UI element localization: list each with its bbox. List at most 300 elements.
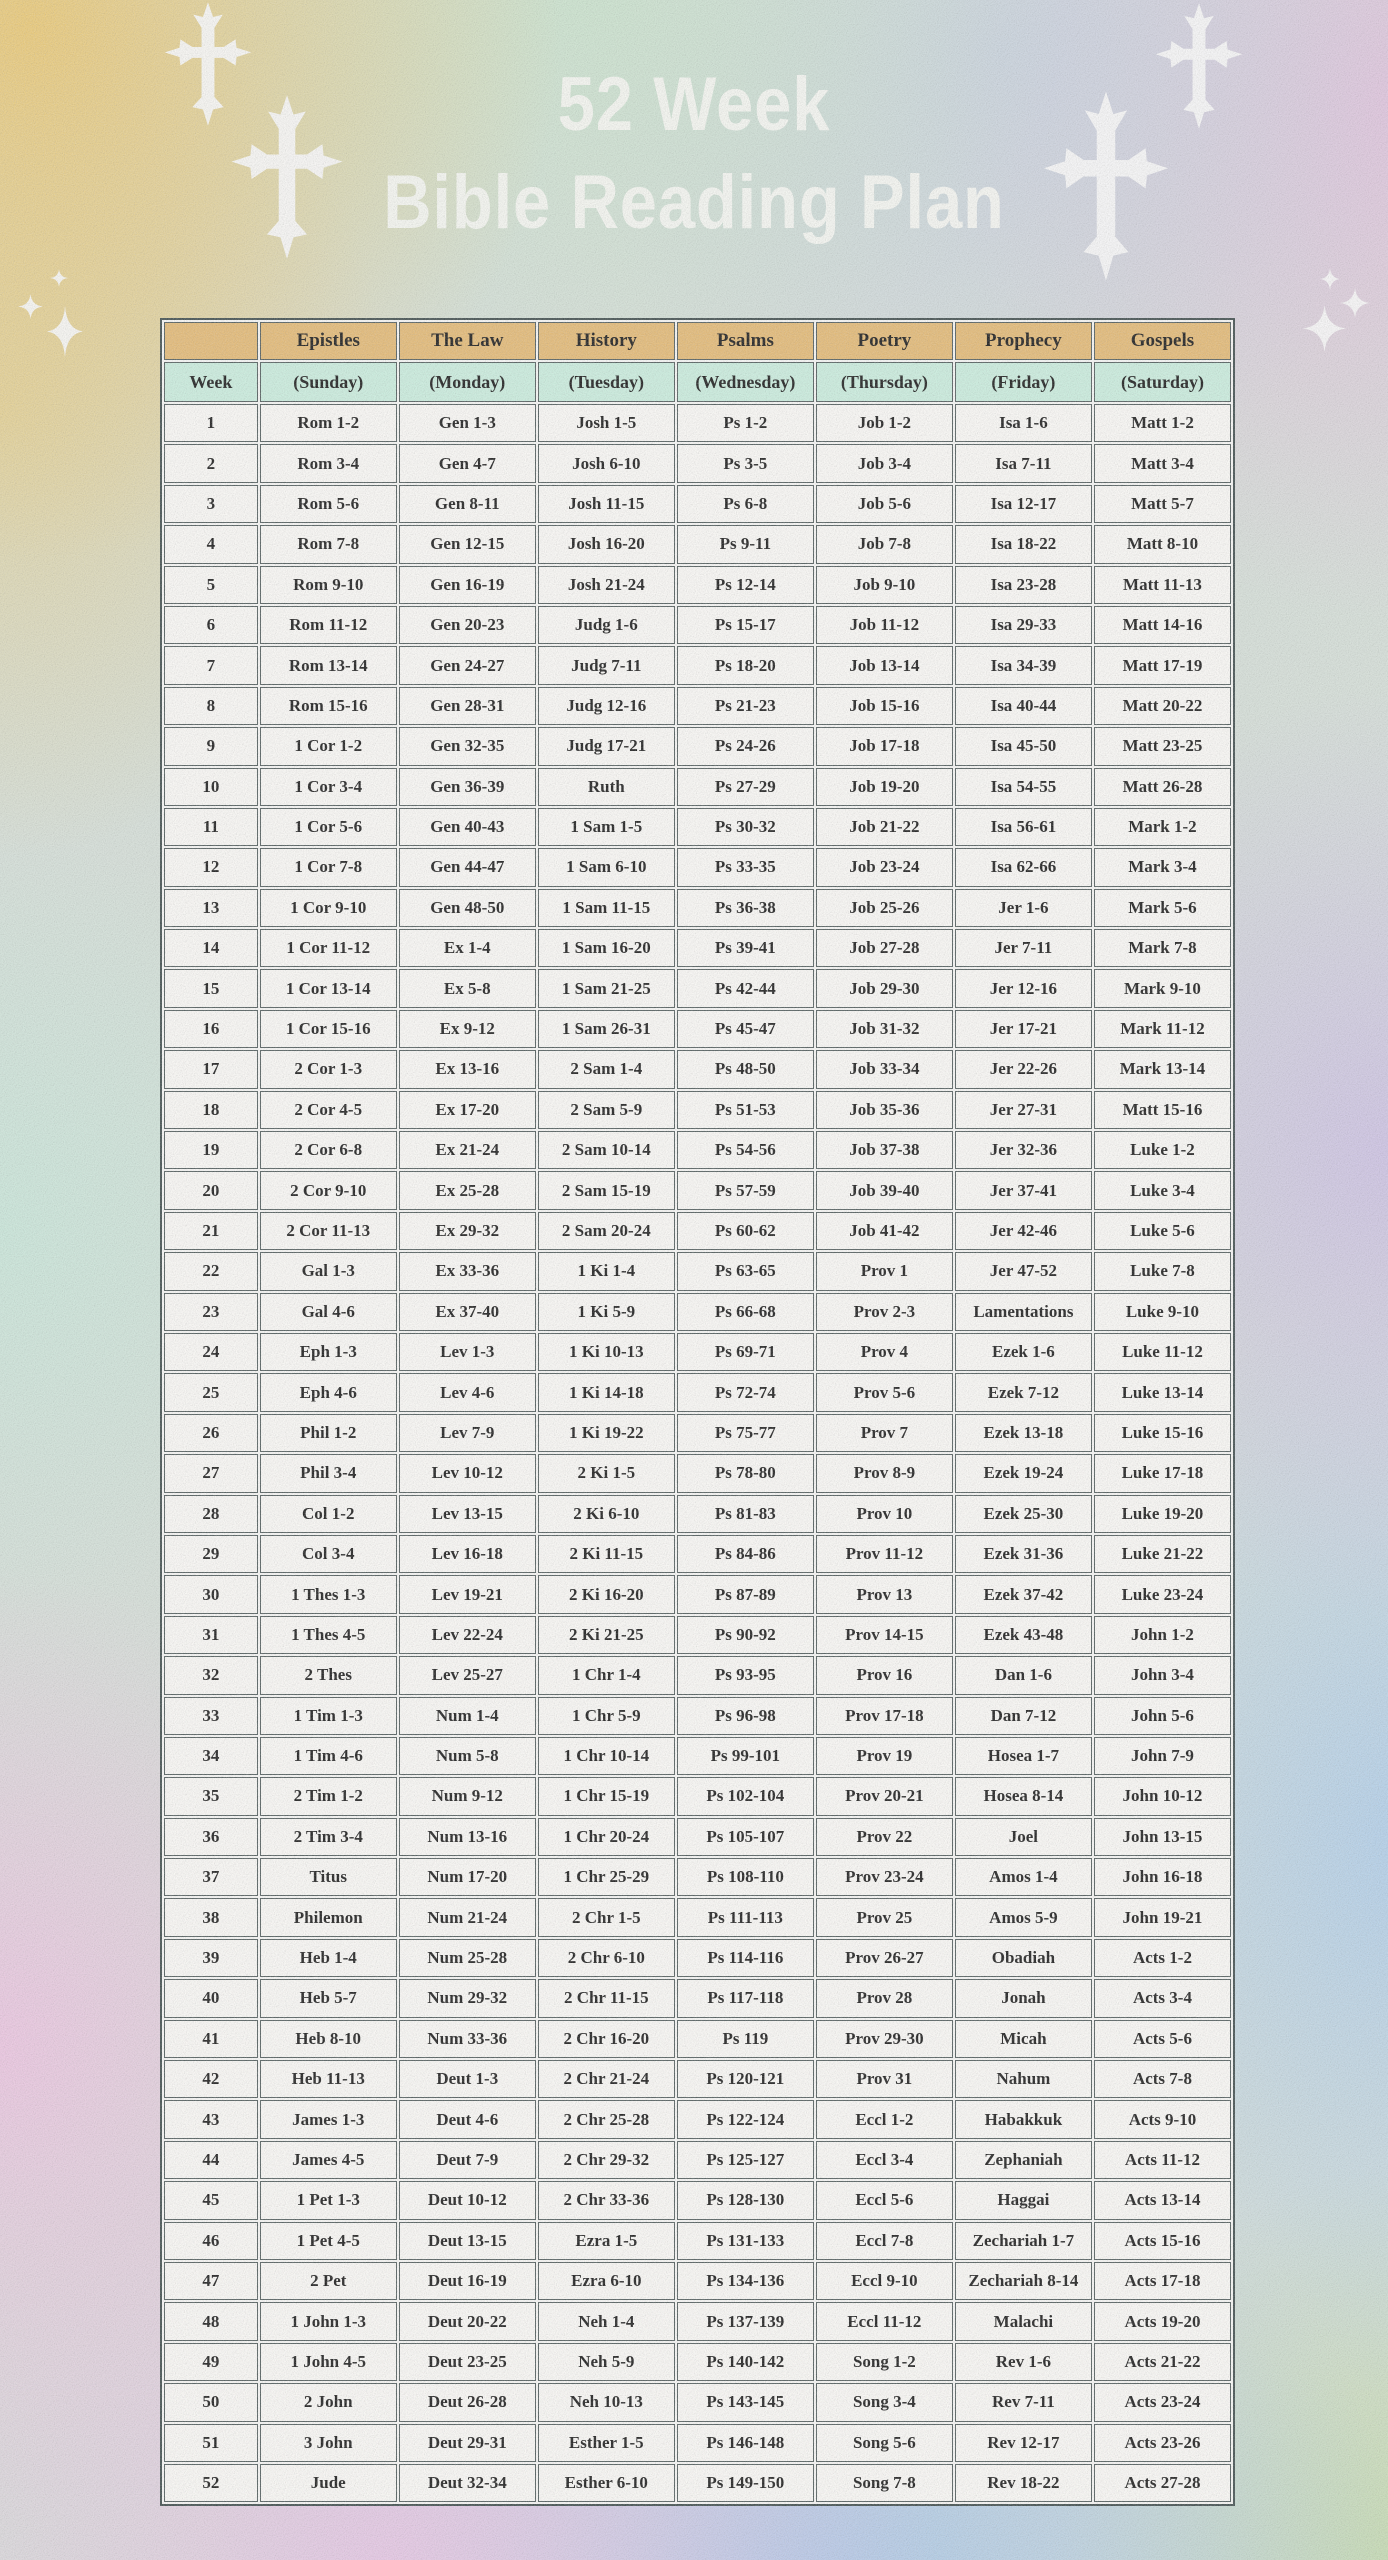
- reading-cell: Luke 21-22: [1094, 1535, 1231, 1573]
- day-header-row: [164, 362, 1231, 402]
- week-cell: 33: [164, 1697, 258, 1735]
- week-cell: 8: [164, 687, 258, 725]
- reading-cell: Ps 9-11: [677, 525, 814, 563]
- reading-cell: Luke 11-12: [1094, 1333, 1231, 1371]
- reading-cell: Ex 25-28: [399, 1171, 536, 1209]
- reading-cell: Judg 17-21: [538, 727, 675, 765]
- reading-cell: Gen 1-3: [399, 404, 536, 442]
- reading-cell: Ps 57-59: [677, 1171, 814, 1209]
- reading-cell: Rom 11-12: [260, 606, 397, 644]
- reading-cell: Ps 1-2: [677, 404, 814, 442]
- reading-cell: 1 Cor 15-16: [260, 1010, 397, 1048]
- day-header: (Friday): [955, 362, 1092, 402]
- reading-cell: Heb 11-13: [260, 2060, 397, 2098]
- category-header: Psalms: [677, 322, 814, 360]
- sparkle-icon: [1303, 305, 1346, 352]
- reading-cell: Num 5-8: [399, 1737, 536, 1775]
- table-row: [164, 1737, 1231, 1775]
- table-row: [164, 525, 1231, 563]
- reading-cell: 1 Ki 19-22: [538, 1414, 675, 1452]
- reading-cell: Matt 15-16: [1094, 1091, 1231, 1129]
- reading-cell: 2 Tim 1-2: [260, 1777, 397, 1815]
- reading-cell: Ex 37-40: [399, 1293, 536, 1331]
- day-header: (Wednesday): [677, 362, 814, 402]
- reading-cell: Ps 96-98: [677, 1697, 814, 1735]
- reading-cell: 1 Pet 4-5: [260, 2222, 397, 2260]
- reading-cell: Ps 6-8: [677, 485, 814, 523]
- reading-cell: Ezek 19-24: [955, 1454, 1092, 1492]
- week-cell: 31: [164, 1616, 258, 1654]
- week-cell: 51: [164, 2424, 258, 2462]
- reading-cell: 2 Ki 1-5: [538, 1454, 675, 1492]
- reading-cell: Matt 20-22: [1094, 687, 1231, 725]
- week-cell: 20: [164, 1171, 258, 1209]
- reading-cell: Ps 120-121: [677, 2060, 814, 2098]
- reading-cell: Matt 26-28: [1094, 768, 1231, 806]
- reading-cell: Jer 42-46: [955, 1212, 1092, 1250]
- reading-cell: Hosea 8-14: [955, 1777, 1092, 1815]
- reading-cell: Luke 9-10: [1094, 1293, 1231, 1331]
- table-row: [164, 404, 1231, 442]
- reading-cell: Ps 114-116: [677, 1939, 814, 1977]
- reading-cell: Titus: [260, 1858, 397, 1896]
- reading-cell: Prov 11-12: [816, 1535, 953, 1573]
- week-cell: 40: [164, 1979, 258, 2017]
- reading-cell: 1 Ki 14-18: [538, 1373, 675, 1411]
- week-cell: 11: [164, 808, 258, 846]
- reading-cell: John 3-4: [1094, 1656, 1231, 1694]
- reading-cell: Josh 16-20: [538, 525, 675, 563]
- reading-cell: 1 Chr 1-4: [538, 1656, 675, 1694]
- reading-cell: Ps 90-92: [677, 1616, 814, 1654]
- reading-cell: Job 25-26: [816, 889, 953, 927]
- reading-cell: Ps 75-77: [677, 1414, 814, 1452]
- reading-cell: Job 21-22: [816, 808, 953, 846]
- reading-cell: Prov 1: [816, 1252, 953, 1290]
- reading-cell: Job 1-2: [816, 404, 953, 442]
- reading-cell: Job 37-38: [816, 1131, 953, 1169]
- reading-cell: Rev 7-11: [955, 2383, 1092, 2421]
- reading-cell: Jer 22-26: [955, 1050, 1092, 1088]
- reading-cell: Isa 45-50: [955, 727, 1092, 765]
- week-cell: 44: [164, 2141, 258, 2179]
- reading-cell: Col 1-2: [260, 1495, 397, 1533]
- week-cell: 22: [164, 1252, 258, 1290]
- week-cell: 50: [164, 2383, 258, 2421]
- week-cell: 32: [164, 1656, 258, 1694]
- reading-cell: 2 Ki 6-10: [538, 1495, 675, 1533]
- reading-cell: Ezek 43-48: [955, 1616, 1092, 1654]
- reading-cell: 1 Sam 26-31: [538, 1010, 675, 1048]
- reading-cell: Heb 1-4: [260, 1939, 397, 1977]
- reading-cell: 3 John: [260, 2424, 397, 2462]
- reading-cell: Matt 14-16: [1094, 606, 1231, 644]
- reading-cell: Prov 10: [816, 1495, 953, 1533]
- table-row: [164, 2464, 1231, 2502]
- reading-cell: Ps 39-41: [677, 929, 814, 967]
- reading-cell: Job 29-30: [816, 969, 953, 1007]
- day-header: (Saturday): [1094, 362, 1231, 402]
- reading-cell: 1 Sam 21-25: [538, 969, 675, 1007]
- page-title: [83, 56, 1304, 252]
- week-cell: 9: [164, 727, 258, 765]
- table-row: [164, 2383, 1231, 2421]
- reading-cell: Job 41-42: [816, 1212, 953, 1250]
- reading-cell: Acts 23-26: [1094, 2424, 1231, 2462]
- reading-cell: Ps 51-53: [677, 1091, 814, 1129]
- reading-cell: Isa 34-39: [955, 646, 1092, 684]
- reading-cell: Gen 20-23: [399, 606, 536, 644]
- table-row: [164, 1293, 1231, 1331]
- reading-cell: Prov 16: [816, 1656, 953, 1694]
- reading-cell: 1 John 4-5: [260, 2343, 397, 2381]
- reading-cell: Prov 4: [816, 1333, 953, 1371]
- reading-cell: 1 Cor 3-4: [260, 768, 397, 806]
- table-row: [164, 1091, 1231, 1129]
- reading-cell: Deut 4-6: [399, 2100, 536, 2138]
- reading-cell: Ex 17-20: [399, 1091, 536, 1129]
- table-row: [164, 1697, 1231, 1735]
- reading-cell: 1 Chr 25-29: [538, 1858, 675, 1896]
- week-cell: 38: [164, 1898, 258, 1936]
- reading-cell: Job 3-4: [816, 444, 953, 482]
- reading-cell: Philemon: [260, 1898, 397, 1936]
- reading-cell: Neh 1-4: [538, 2302, 675, 2340]
- reading-cell: Neh 10-13: [538, 2383, 675, 2421]
- day-header: (Tuesday): [538, 362, 675, 402]
- reading-cell: Job 9-10: [816, 566, 953, 604]
- reading-cell: Job 15-16: [816, 687, 953, 725]
- reading-cell: Esther 1-5: [538, 2424, 675, 2462]
- category-header: Poetry: [816, 322, 953, 360]
- reading-cell: James 1-3: [260, 2100, 397, 2138]
- reading-cell: Zechariah 8-14: [955, 2262, 1092, 2300]
- reading-cell: Luke 1-2: [1094, 1131, 1231, 1169]
- table-row: [164, 1898, 1231, 1936]
- sparkle-icon: [47, 306, 83, 357]
- reading-cell: Ex 33-36: [399, 1252, 536, 1290]
- reading-cell: Num 9-12: [399, 1777, 536, 1815]
- reading-cell: Rom 13-14: [260, 646, 397, 684]
- reading-cell: Zechariah 1-7: [955, 2222, 1092, 2260]
- reading-cell: Job 11-12: [816, 606, 953, 644]
- week-cell: 36: [164, 1818, 258, 1856]
- reading-cell: Gal 1-3: [260, 1252, 397, 1290]
- reading-cell: Prov 22: [816, 1818, 953, 1856]
- reading-cell: Ps 134-136: [677, 2262, 814, 2300]
- week-header: Week: [164, 362, 258, 402]
- reading-cell: Deut 7-9: [399, 2141, 536, 2179]
- reading-cell: Hosea 1-7: [955, 1737, 1092, 1775]
- week-cell: 7: [164, 646, 258, 684]
- reading-cell: Ps 99-101: [677, 1737, 814, 1775]
- reading-cell: Ps 60-62: [677, 1212, 814, 1250]
- week-cell: 21: [164, 1212, 258, 1250]
- reading-cell: Phil 1-2: [260, 1414, 397, 1452]
- reading-cell: 2 Chr 1-5: [538, 1898, 675, 1936]
- week-cell: 16: [164, 1010, 258, 1048]
- table-row: [164, 2141, 1231, 2179]
- reading-cell: Gen 28-31: [399, 687, 536, 725]
- reading-cell: Nahum: [955, 2060, 1092, 2098]
- reading-cell: Ps 117-118: [677, 1979, 814, 2017]
- reading-cell: 2 Cor 1-3: [260, 1050, 397, 1088]
- table-row: [164, 727, 1231, 765]
- reading-cell: Num 33-36: [399, 2020, 536, 2058]
- reading-cell: Job 31-32: [816, 1010, 953, 1048]
- reading-cell: Luke 5-6: [1094, 1212, 1231, 1250]
- reading-cell: 1 Cor 7-8: [260, 848, 397, 886]
- reading-cell: 1 Ki 10-13: [538, 1333, 675, 1371]
- reading-cell: Jonah: [955, 1979, 1092, 2017]
- reading-cell: Josh 6-10: [538, 444, 675, 482]
- category-header: Epistles: [260, 322, 397, 360]
- reading-cell: Josh 1-5: [538, 404, 675, 442]
- table-row: [164, 1050, 1231, 1088]
- reading-cell: Lev 25-27: [399, 1656, 536, 1694]
- reading-cell: Isa 62-66: [955, 848, 1092, 886]
- table-row: [164, 1414, 1231, 1452]
- week-cell: 17: [164, 1050, 258, 1088]
- reading-cell: Ps 18-20: [677, 646, 814, 684]
- week-cell: 52: [164, 2464, 258, 2502]
- reading-cell: 1 Sam 1-5: [538, 808, 675, 846]
- reading-cell: Jude: [260, 2464, 397, 2502]
- reading-cell: Ex 5-8: [399, 969, 536, 1007]
- reading-cell: Prov 28: [816, 1979, 953, 2017]
- reading-cell: Heb 5-7: [260, 1979, 397, 2017]
- reading-cell: Prov 20-21: [816, 1777, 953, 1815]
- table-row: [164, 889, 1231, 927]
- week-cell: 28: [164, 1495, 258, 1533]
- reading-cell: Ps 87-89: [677, 1575, 814, 1613]
- table-row: [164, 566, 1231, 604]
- week-cell: 48: [164, 2302, 258, 2340]
- reading-cell: Lev 22-24: [399, 1616, 536, 1654]
- table-row: [164, 444, 1231, 482]
- reading-cell: Jer 12-16: [955, 969, 1092, 1007]
- week-cell: 37: [164, 1858, 258, 1896]
- reading-cell: Num 21-24: [399, 1898, 536, 1936]
- reading-cell: Eccl 7-8: [816, 2222, 953, 2260]
- reading-cell: 2 Sam 15-19: [538, 1171, 675, 1209]
- reading-cell: Isa 23-28: [955, 566, 1092, 604]
- reading-cell: 2 Chr 6-10: [538, 1939, 675, 1977]
- reading-cell: Ex 13-16: [399, 1050, 536, 1088]
- reading-cell: Deut 26-28: [399, 2383, 536, 2421]
- reading-cell: James 4-5: [260, 2141, 397, 2179]
- week-cell: 49: [164, 2343, 258, 2381]
- reading-cell: Acts 3-4: [1094, 1979, 1231, 2017]
- reading-cell: Ps 105-107: [677, 1818, 814, 1856]
- reading-cell: Deut 10-12: [399, 2181, 536, 2219]
- reading-cell: Ps 146-148: [677, 2424, 814, 2462]
- reading-cell: Ps 72-74: [677, 1373, 814, 1411]
- reading-cell: 1 Cor 5-6: [260, 808, 397, 846]
- reading-cell: 2 Ki 21-25: [538, 1616, 675, 1654]
- reading-cell: 1 Pet 1-3: [260, 2181, 397, 2219]
- reading-cell: Acts 11-12: [1094, 2141, 1231, 2179]
- table-row: [164, 929, 1231, 967]
- reading-cell: Prov 26-27: [816, 1939, 953, 1977]
- reading-cell: Job 35-36: [816, 1091, 953, 1129]
- week-cell: 26: [164, 1414, 258, 1452]
- reading-cell: Prov 5-6: [816, 1373, 953, 1411]
- reading-cell: Acts 9-10: [1094, 2100, 1231, 2138]
- reading-cell: Judg 12-16: [538, 687, 675, 725]
- reading-cell: 2 Cor 9-10: [260, 1171, 397, 1209]
- sparkle-icon: [50, 269, 68, 287]
- reading-cell: Esther 6-10: [538, 2464, 675, 2502]
- reading-cell: Gen 44-47: [399, 848, 536, 886]
- day-header: (Sunday): [260, 362, 397, 402]
- reading-cell: 2 Chr 29-32: [538, 2141, 675, 2179]
- reading-cell: 1 Chr 5-9: [538, 1697, 675, 1735]
- reading-cell: 1 Sam 16-20: [538, 929, 675, 967]
- reading-cell: Song 7-8: [816, 2464, 953, 2502]
- reading-cell: Job 39-40: [816, 1171, 953, 1209]
- reading-cell: Ps 63-65: [677, 1252, 814, 1290]
- table-row: [164, 2060, 1231, 2098]
- reading-cell: Ps 66-68: [677, 1293, 814, 1331]
- reading-cell: Rom 7-8: [260, 525, 397, 563]
- week-cell: 34: [164, 1737, 258, 1775]
- reading-cell: Ps 119: [677, 2020, 814, 2058]
- reading-cell: Deut 16-19: [399, 2262, 536, 2300]
- table-row: [164, 1616, 1231, 1654]
- week-cell: 46: [164, 2222, 258, 2260]
- reading-cell: 2 Chr 25-28: [538, 2100, 675, 2138]
- reading-cell: Acts 17-18: [1094, 2262, 1231, 2300]
- reading-cell: Rom 1-2: [260, 404, 397, 442]
- reading-cell: Num 25-28: [399, 1939, 536, 1977]
- reading-cell: Ex 1-4: [399, 929, 536, 967]
- reading-cell: Gen 4-7: [399, 444, 536, 482]
- reading-cell: Num 29-32: [399, 1979, 536, 2017]
- reading-cell: 2 Chr 21-24: [538, 2060, 675, 2098]
- reading-cell: Luke 7-8: [1094, 1252, 1231, 1290]
- table-row: [164, 1454, 1231, 1492]
- reading-cell: 2 Ki 11-15: [538, 1535, 675, 1573]
- reading-cell: Gen 40-43: [399, 808, 536, 846]
- reading-cell: Deut 29-31: [399, 2424, 536, 2462]
- week-cell: 27: [164, 1454, 258, 1492]
- reading-cell: Isa 40-44: [955, 687, 1092, 725]
- reading-cell: 1 Chr 20-24: [538, 1818, 675, 1856]
- reading-cell: Job 19-20: [816, 768, 953, 806]
- table-row: [164, 2262, 1231, 2300]
- week-cell: 1: [164, 404, 258, 442]
- reading-cell: Ps 108-110: [677, 1858, 814, 1896]
- week-cell: 30: [164, 1575, 258, 1613]
- reading-cell: Job 13-14: [816, 646, 953, 684]
- reading-cell: Isa 29-33: [955, 606, 1092, 644]
- week-cell: 15: [164, 969, 258, 1007]
- reading-cell: Ps 54-56: [677, 1131, 814, 1169]
- reading-cell: Luke 17-18: [1094, 1454, 1231, 1492]
- reading-cell: Prov 17-18: [816, 1697, 953, 1735]
- reading-cell: Ruth: [538, 768, 675, 806]
- reading-cell: Mark 7-8: [1094, 929, 1231, 967]
- reading-cell: Gen 48-50: [399, 889, 536, 927]
- reading-cell: Ezek 31-36: [955, 1535, 1092, 1573]
- reading-cell: Acts 7-8: [1094, 2060, 1231, 2098]
- reading-cell: 2 Sam 20-24: [538, 1212, 675, 1250]
- reading-cell: Eccl 3-4: [816, 2141, 953, 2179]
- reading-cell: Matt 5-7: [1094, 485, 1231, 523]
- reading-cell: Acts 15-16: [1094, 2222, 1231, 2260]
- table-row: [164, 485, 1231, 523]
- reading-cell: Eccl 9-10: [816, 2262, 953, 2300]
- table-row: [164, 848, 1231, 886]
- category-header: Prophecy: [955, 322, 1092, 360]
- reading-cell: Ps 12-14: [677, 566, 814, 604]
- reading-cell: Rom 3-4: [260, 444, 397, 482]
- week-cell: 6: [164, 606, 258, 644]
- week-cell: 41: [164, 2020, 258, 2058]
- reading-cell: Ezek 13-18: [955, 1414, 1092, 1452]
- reading-cell: 1 Cor 1-2: [260, 727, 397, 765]
- reading-cell: Isa 1-6: [955, 404, 1092, 442]
- reading-cell: Ezek 25-30: [955, 1495, 1092, 1533]
- reading-cell: Dan 7-12: [955, 1697, 1092, 1735]
- reading-cell: Mark 3-4: [1094, 848, 1231, 886]
- reading-cell: Luke 23-24: [1094, 1575, 1231, 1613]
- reading-cell: Prov 7: [816, 1414, 953, 1452]
- table-row: [164, 2424, 1231, 2462]
- reading-cell: Acts 1-2: [1094, 1939, 1231, 1977]
- reading-cell: Mark 9-10: [1094, 969, 1231, 1007]
- reading-cell: Gen 16-19: [399, 566, 536, 604]
- reading-cell: Acts 21-22: [1094, 2343, 1231, 2381]
- reading-cell: Ps 137-139: [677, 2302, 814, 2340]
- reading-cell: Deut 23-25: [399, 2343, 536, 2381]
- reading-cell: Ps 128-130: [677, 2181, 814, 2219]
- reading-cell: Matt 8-10: [1094, 525, 1231, 563]
- reading-cell: Deut 13-15: [399, 2222, 536, 2260]
- week-cell: 45: [164, 2181, 258, 2219]
- reading-cell: Job 17-18: [816, 727, 953, 765]
- reading-cell: Rom 15-16: [260, 687, 397, 725]
- reading-cell: Prov 23-24: [816, 1858, 953, 1896]
- reading-cell: Jer 37-41: [955, 1171, 1092, 1209]
- week-cell: 23: [164, 1293, 258, 1331]
- reading-cell: Rev 12-17: [955, 2424, 1092, 2462]
- reading-cell: Acts 23-24: [1094, 2383, 1231, 2421]
- reading-cell: 1 Ki 1-4: [538, 1252, 675, 1290]
- table-row: [164, 2343, 1231, 2381]
- reading-cell: Song 1-2: [816, 2343, 953, 2381]
- reading-cell: Eph 1-3: [260, 1333, 397, 1371]
- reading-cell: Eccl 1-2: [816, 2100, 953, 2138]
- reading-cell: Malachi: [955, 2302, 1092, 2340]
- week-cell: 10: [164, 768, 258, 806]
- reading-cell: 1 Cor 13-14: [260, 969, 397, 1007]
- reading-cell: Job 27-28: [816, 929, 953, 967]
- reading-cell: Jer 32-36: [955, 1131, 1092, 1169]
- reading-cell: Ps 33-35: [677, 848, 814, 886]
- reading-cell: Heb 8-10: [260, 2020, 397, 2058]
- table-row: [164, 1858, 1231, 1896]
- reading-cell: 1 Thes 4-5: [260, 1616, 397, 1654]
- reading-cell: 1 Ki 5-9: [538, 1293, 675, 1331]
- reading-cell: 2 Thes: [260, 1656, 397, 1694]
- reading-cell: Matt 3-4: [1094, 444, 1231, 482]
- week-cell: 19: [164, 1131, 258, 1169]
- reading-cell: Job 23-24: [816, 848, 953, 886]
- reading-cell: Jer 7-11: [955, 929, 1092, 967]
- title-line-1: 52 Week: [557, 62, 831, 147]
